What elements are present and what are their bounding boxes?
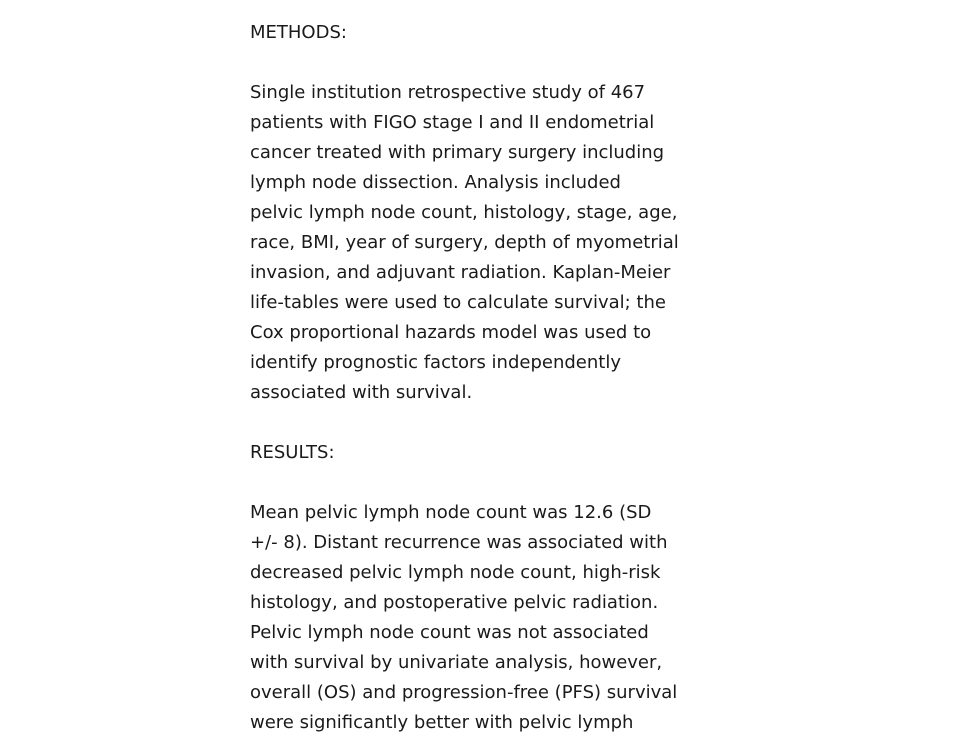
results-heading: RESULTS: (250, 442, 335, 463)
results-line: Pelvic lymph node count was not associated (250, 622, 649, 643)
results-paragraph (250, 498, 730, 738)
methods-line: invasion, and adjuvant radiation. Kaplan-Meier (250, 262, 671, 283)
spacer (250, 408, 730, 438)
results-line: histology, and postoperative pelvic radiation. (250, 592, 659, 613)
results-line: +/- 8). Distant recurrence was associated with (250, 532, 668, 553)
results-line: overall (OS) and progression-free (PFS) survival (250, 682, 678, 703)
methods-line: lymph node dissection. Analysis included (250, 172, 621, 193)
methods-paragraph (250, 78, 730, 408)
methods-line: Single institution retrospective study of 467 (250, 82, 646, 103)
results-line: Mean pelvic lymph node count was 12.6 (SD (250, 502, 652, 523)
methods-line: Cox proportional hazards model was used to (250, 322, 652, 343)
methods-line: patients with FIGO stage I and II endometrial (250, 112, 655, 133)
abstract-text (250, 18, 730, 738)
methods-line: associated with survival. (250, 382, 473, 403)
methods-line: identify prognostic factors independently (250, 352, 621, 373)
methods-line: cancer treated with primary surgery including (250, 142, 665, 163)
spacer (250, 48, 730, 78)
spacer (250, 468, 730, 498)
methods-line: pelvic lymph node count, histology, stage, age, (250, 202, 678, 223)
results-line: with survival by univariate analysis, however, (250, 652, 663, 673)
results-line: decreased pelvic lymph node count, high-risk (250, 562, 661, 583)
methods-heading: METHODS: (250, 22, 347, 43)
results-line: were significantly better with pelvic lymph (250, 712, 634, 733)
methods-line: life-tables were used to calculate survival; the (250, 292, 666, 313)
methods-line: race, BMI, year of surgery, depth of myometrial (250, 232, 679, 253)
